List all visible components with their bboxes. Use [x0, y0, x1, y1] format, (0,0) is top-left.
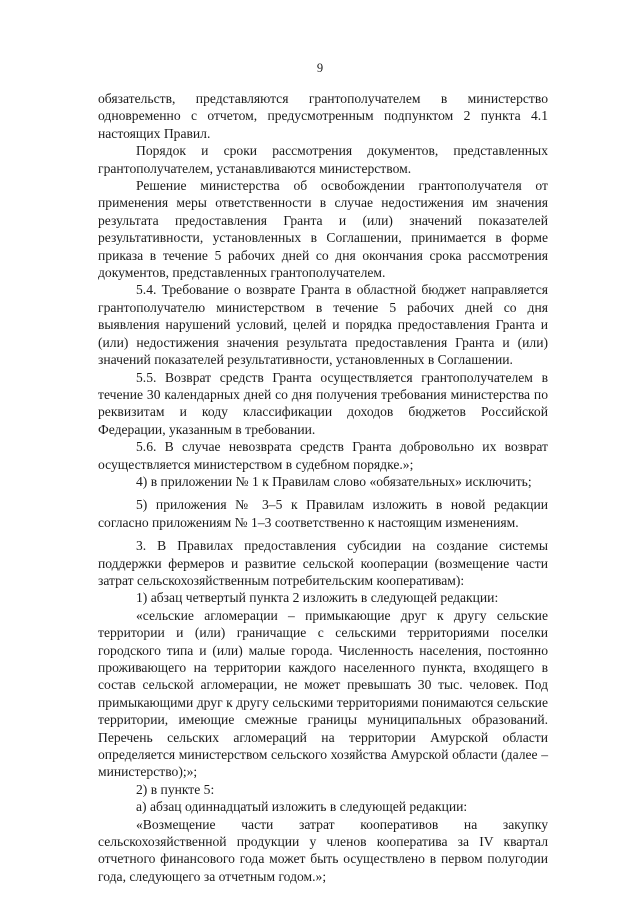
- paragraph-section-3: 3. В Правилах предоставления субсидии на создание системы поддержки фермеров и развитие сельской кооперации (возмещение части затрат сельскохозяйственным потребительским кооперативам):: [98, 538, 548, 588]
- paragraph-item-5: 5) приложения № 3–5 к Правилам изложить в новой редакции согласно приложениям № 1–3 соответственно к настоящим изменениям.: [98, 497, 548, 530]
- paragraph-continuation: обязательств, представляются грантополучателем в министерство одновременно с отчетом, предусмотренным подпунктом 2 пункта 4.1 настоящих Правил.: [98, 91, 548, 141]
- paragraph-item-4: 4) в приложении № 1 к Правилам слово «обязательных» исключить;: [136, 473, 532, 489]
- paragraph-5-5: 5.5. Возврат средств Гранта осуществляется грантополучателем в течение 30 календарных дней со дня получения требования министерства по реквизитам и коду классификации доходов бюджетов Российской Федерации, указанным в требовании.: [98, 369, 548, 437]
- paragraph-item-1: 1) абзац четвертый пункта 2 изложить в следующей редакции:: [136, 590, 499, 606]
- paragraph-agglomerations-definition: «сельские агломерации – примыкающие друг к другу сельские территории и (или) граничащие с сельскими территориями поселки городского типа и (или) малые города. Численность населения, постоянно проживающего на территории каждого населенного пункта, входящего в состав сельской агломерации, не может превышать 30 тыс. человек. Под примыкающими друг к другу сельскими территориями понимаются сельские территории, имеющие смежные границы муниципальных образований. Перечень сельских агломераций на территории Амурской области определяется министерством сельского хозяйства Амурской области (далее – министерство);»;: [98, 607, 548, 780]
- paragraph-5-6: 5.6. В случае невозврата средств Гранта добровольно их возврат осуществляется министерством в судебном порядке.»;: [98, 439, 548, 472]
- paragraph-reimbursement: «Возмещение части затрат кооперативов на закупку сельскохозяйственной продукции у членов кооператива за IV квартал отчетного финансового года может быть осуществлено в первом полугодии года, следующего за отчетным годом.»;: [98, 816, 548, 884]
- paragraph-item-2: 2) в пункте 5:: [136, 781, 215, 797]
- document-body: [98, 90, 548, 885]
- paragraph-review-procedure: Порядок и сроки рассмотрения документов, представленных грантополучателем, устанавливаются министерством.: [98, 143, 548, 176]
- paragraph-ministry-decision: Решение министерства об освобождении грантополучателя от применения меры ответственности в случае недостижения им значения результата предоставления Гранта и (или) значений показателей результативности, установленных в Соглашении, принимается в форме приказа в течение 5 рабочих дней со дня окончания срока рассмотрения документов, представленных грантополучателем.: [98, 178, 548, 281]
- paragraph-subitem-a: а) абзац одиннадцатый изложить в следующей редакции:: [136, 799, 468, 815]
- page-number: 9: [316, 61, 324, 75]
- paragraph-5-4: 5.4. Требование о возврате Гранта в областной бюджет направляется грантополучателю министерством в течение 5 рабочих дней со дня выявления нарушений условий, целей и порядка предоставления Гранта и (или) недостижения значения результата предоставления Гранта и (или) значений показателей результативности, установленных в Соглашении.: [98, 282, 548, 368]
